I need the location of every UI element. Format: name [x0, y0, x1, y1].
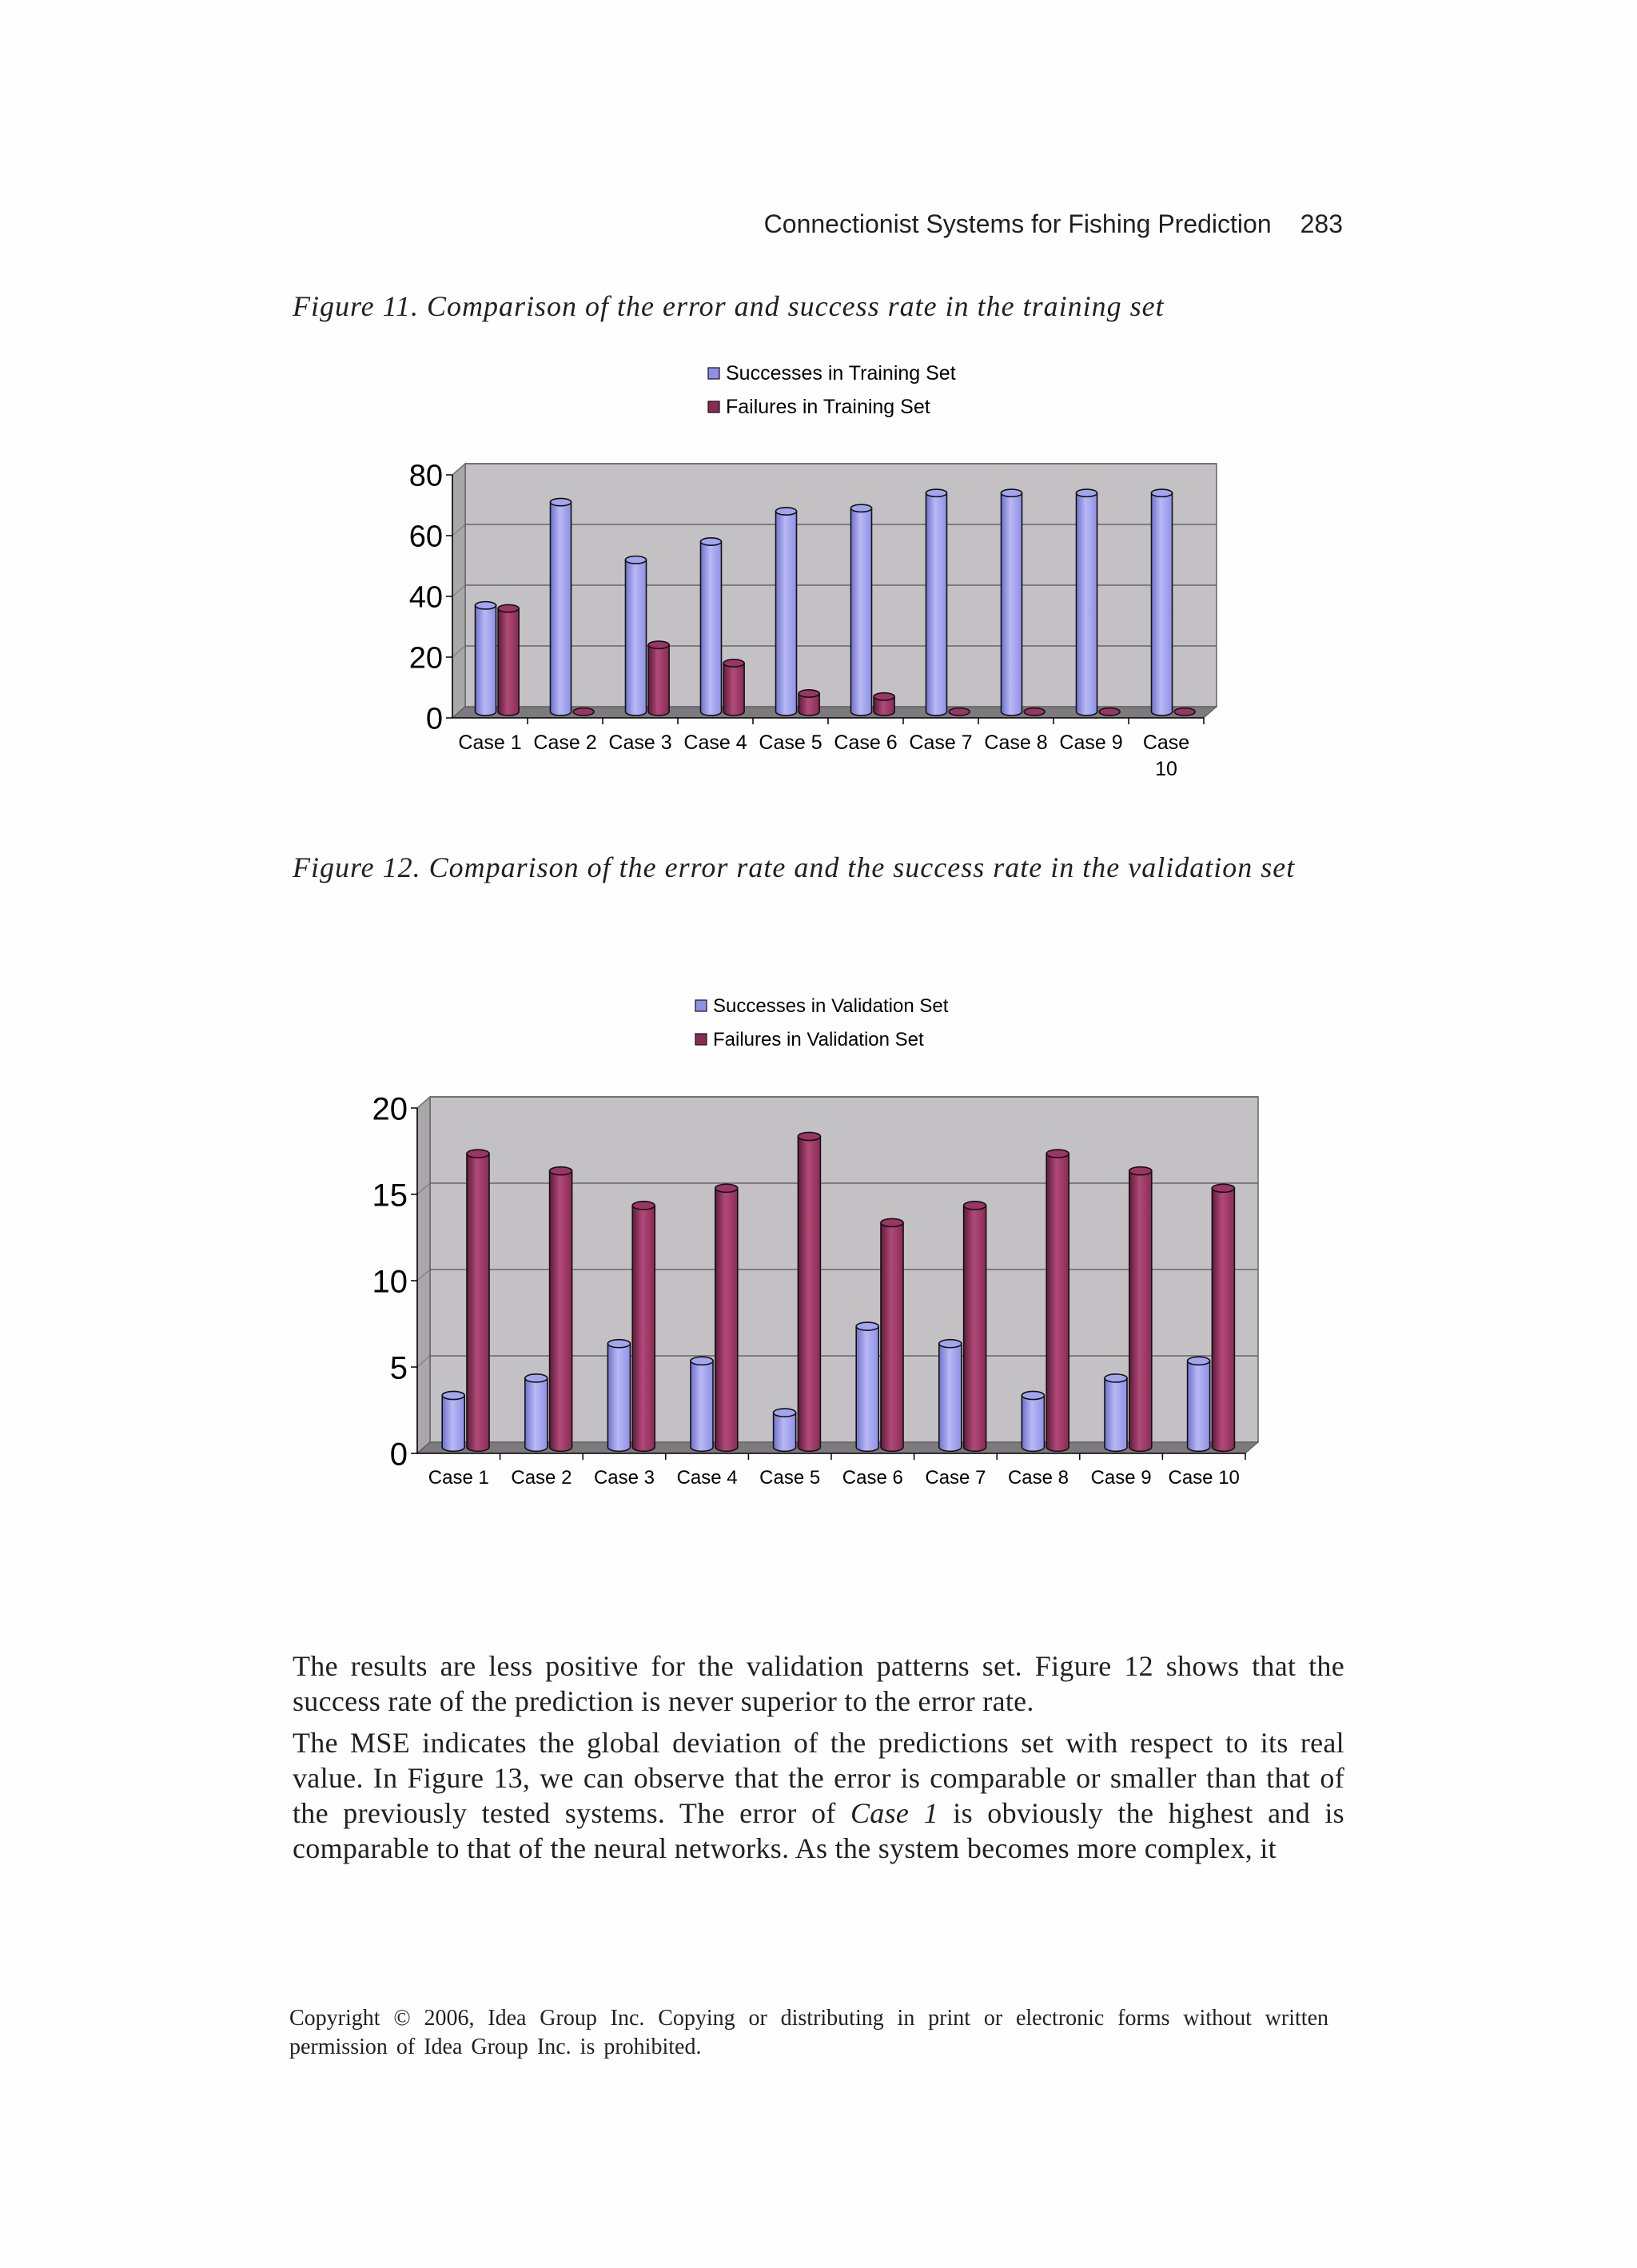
bar-top [632, 1202, 655, 1210]
x-tick-label: Case 3 [593, 1467, 655, 1489]
x-tick-label: Case 7 [925, 1467, 986, 1489]
bar-cylinder [926, 493, 947, 715]
bar-cylinder [1077, 493, 1097, 715]
bar-top [1174, 708, 1195, 715]
bar [939, 1340, 962, 1452]
bar-top [774, 1409, 796, 1417]
bar [964, 1202, 986, 1451]
legend-swatch [708, 368, 719, 379]
x-tick-label: Case 3 [608, 731, 672, 754]
bar-top [874, 693, 894, 700]
bar-cylinder [476, 605, 496, 715]
legend-label: Failures in Training Set [726, 396, 930, 418]
bar-cylinder [1152, 493, 1173, 715]
bar [573, 708, 594, 715]
bar-top [1046, 1150, 1069, 1158]
bar [476, 602, 496, 715]
bar [498, 604, 519, 715]
bar-top [798, 1132, 820, 1140]
bar-top [964, 1202, 986, 1210]
bar [442, 1391, 464, 1451]
bar [1002, 489, 1022, 715]
y-tick-label: 80 [408, 459, 443, 493]
bar [776, 508, 797, 715]
bar-cylinder [881, 1223, 903, 1452]
bar [949, 708, 970, 715]
bar-cylinder [856, 1326, 878, 1451]
bar-cylinder [607, 1344, 630, 1452]
bar-top [498, 604, 519, 612]
bar-cylinder [442, 1396, 464, 1452]
bar [799, 690, 819, 715]
x-tick-label: Case 6 [834, 731, 898, 754]
bar-top [851, 504, 872, 512]
body-text [293, 1648, 1344, 1872]
bar-top [926, 489, 947, 496]
bar [648, 641, 669, 715]
x-tick-label: Case 1 [458, 731, 522, 754]
bar-cylinder [1129, 1171, 1152, 1452]
bar [874, 693, 894, 715]
bar [1188, 1357, 1210, 1451]
bar-top [442, 1391, 464, 1399]
bar-cylinder [648, 645, 669, 715]
bar [1105, 1374, 1127, 1451]
bar-cylinder [632, 1206, 655, 1451]
bar-top [701, 538, 722, 545]
y-tick-label: 15 [372, 1178, 408, 1214]
bar [774, 1409, 796, 1451]
bar [1099, 708, 1120, 715]
paragraph-2: The MSE indicates the global deviation of the predictions set with respect to its real value. In Figure 13, we can observe that the error is comparable or smaller than that of the previously tested systems. The error of Case 1 is obviously the highest and is comparable to that of the neural networks. As the system becomes more complex, it [293, 1727, 1344, 1864]
bar-cylinder [939, 1344, 962, 1452]
bar-top [1002, 489, 1022, 496]
bar [691, 1357, 713, 1451]
bar-top [881, 1218, 903, 1226]
bar-top [525, 1374, 548, 1382]
bar-top [1129, 1167, 1152, 1175]
bar-top [573, 708, 594, 715]
bar-cylinder [715, 1188, 738, 1451]
bar-top [551, 498, 572, 505]
bar [525, 1374, 548, 1451]
legend-label: Successes in Validation Set [713, 995, 949, 1017]
bar [881, 1218, 903, 1451]
bar [551, 498, 572, 715]
header-title: Connectionist Systems for Fishing Prediction [763, 209, 1272, 238]
y-tick-label: 5 [389, 1350, 408, 1386]
x-tick-label: Case 4 [683, 731, 747, 754]
legend-swatch [695, 1034, 707, 1045]
bar-cylinder [1002, 493, 1022, 715]
bar-cylinder [551, 502, 572, 715]
bar [626, 556, 647, 715]
bar [851, 504, 872, 715]
bar-cylinder [691, 1361, 713, 1451]
bar-top [476, 602, 496, 609]
x-tick-label: Case 2 [533, 731, 597, 754]
bar-cylinder [798, 1137, 820, 1452]
bar [550, 1167, 572, 1452]
bar-cylinder [550, 1171, 572, 1452]
x-tick-label: Case 4 [676, 1467, 738, 1489]
figure-11-caption: Figure 11. Comparison of the error and success rate in the training set [293, 290, 1165, 322]
bar [1129, 1167, 1152, 1452]
bar-cylinder [1046, 1154, 1069, 1451]
bar [1174, 708, 1195, 715]
y-tick-label: 0 [389, 1437, 408, 1473]
bar-top [856, 1322, 878, 1330]
bar-top [691, 1357, 713, 1365]
bar-cylinder [498, 608, 519, 715]
bar-top [1212, 1184, 1234, 1192]
bar [798, 1132, 820, 1451]
y-tick-label: 0 [425, 702, 443, 736]
bar [607, 1340, 630, 1452]
bar [701, 538, 722, 715]
page-number: 283 [1300, 209, 1343, 238]
bar-cylinder [1188, 1361, 1210, 1451]
bar [1024, 708, 1045, 715]
bar-top [715, 1184, 738, 1192]
y-tick-label: 10 [372, 1264, 408, 1300]
bar [632, 1202, 655, 1451]
bar [1022, 1391, 1044, 1451]
bar [467, 1150, 489, 1451]
legend-swatch [695, 1000, 707, 1011]
bar-cylinder [701, 542, 722, 715]
bar [1212, 1184, 1234, 1451]
bar-top [607, 1340, 630, 1348]
bar-cylinder [1105, 1378, 1127, 1451]
x-tick-label: Case 7 [909, 731, 973, 754]
x-tick-label: Case 8 [1007, 1467, 1069, 1489]
figure-11-chart [408, 328, 1279, 791]
bar-cylinder [1022, 1396, 1044, 1452]
bar-top [1099, 708, 1120, 715]
bar [1046, 1150, 1069, 1451]
bar-cylinder [467, 1154, 489, 1451]
bar-top [467, 1150, 489, 1158]
x-tick-label: Case 5 [759, 1467, 821, 1489]
bar-cylinder [964, 1206, 986, 1451]
bar-cylinder [723, 664, 744, 715]
bar-cylinder [525, 1378, 548, 1451]
bar-top [1105, 1374, 1127, 1382]
bar-top [949, 708, 970, 715]
bar-cylinder [851, 508, 872, 715]
bar-top [1022, 1391, 1044, 1399]
bar [926, 489, 947, 715]
bar-cylinder [626, 560, 647, 715]
x-tick-label: Case 10 [1168, 1467, 1240, 1489]
x-tick-label: Case [1142, 731, 1190, 754]
bar-top [1188, 1357, 1210, 1365]
x-tick-label: Case 1 [428, 1467, 489, 1489]
running-header [764, 209, 1343, 239]
bar-top [648, 641, 669, 648]
figure-12-chart [360, 983, 1319, 1503]
bar-top [1024, 708, 1045, 715]
bar-top [776, 508, 797, 515]
x-tick-label: Case 2 [511, 1467, 572, 1489]
y-tick-label: 40 [408, 580, 443, 615]
y-tick-label: 20 [408, 641, 443, 676]
x-tick-label: Case 9 [1090, 1467, 1152, 1489]
bar-top [799, 690, 819, 697]
y-tick-label: 60 [408, 520, 443, 554]
legend-label: Failures in Validation Set [713, 1029, 924, 1050]
bar-top [1077, 489, 1097, 496]
bar [715, 1184, 738, 1451]
x-tick-label: Case 9 [1059, 731, 1123, 754]
bar [1152, 489, 1173, 715]
x-tick-label: Case 5 [759, 731, 822, 754]
bar-cylinder [774, 1413, 796, 1451]
bar-cylinder [1212, 1188, 1234, 1451]
bar-top [1152, 489, 1173, 496]
bar-cylinder [776, 512, 797, 715]
paragraph-1: The results are less positive for the validation patterns set. Figure 12 shows that the success rate of the prediction is never superior to the error rate. [293, 1650, 1344, 1717]
figure-12-caption: Figure 12. Comparison of the error rate and the success rate in the validation set [293, 851, 1296, 883]
copyright-notice: Copyright © 2006, Idea Group Inc. Copying or distributing in print or electronic forms without written permission of Idea Group Inc. is prohibited. [289, 2006, 1328, 2059]
legend-swatch [708, 401, 719, 413]
bar [723, 660, 744, 715]
bar-top [550, 1167, 572, 1175]
legend-label: Successes in Training Set [726, 362, 956, 385]
bar-top [626, 556, 647, 564]
y-tick-label: 20 [372, 1091, 408, 1127]
x-tick-label: 10 [1155, 758, 1177, 780]
x-tick-label: Case 6 [842, 1467, 903, 1489]
bar [856, 1322, 878, 1451]
bar [1077, 489, 1097, 715]
bar-top [723, 660, 744, 667]
x-tick-label: Case 8 [984, 731, 1048, 754]
bar-top [939, 1340, 962, 1348]
